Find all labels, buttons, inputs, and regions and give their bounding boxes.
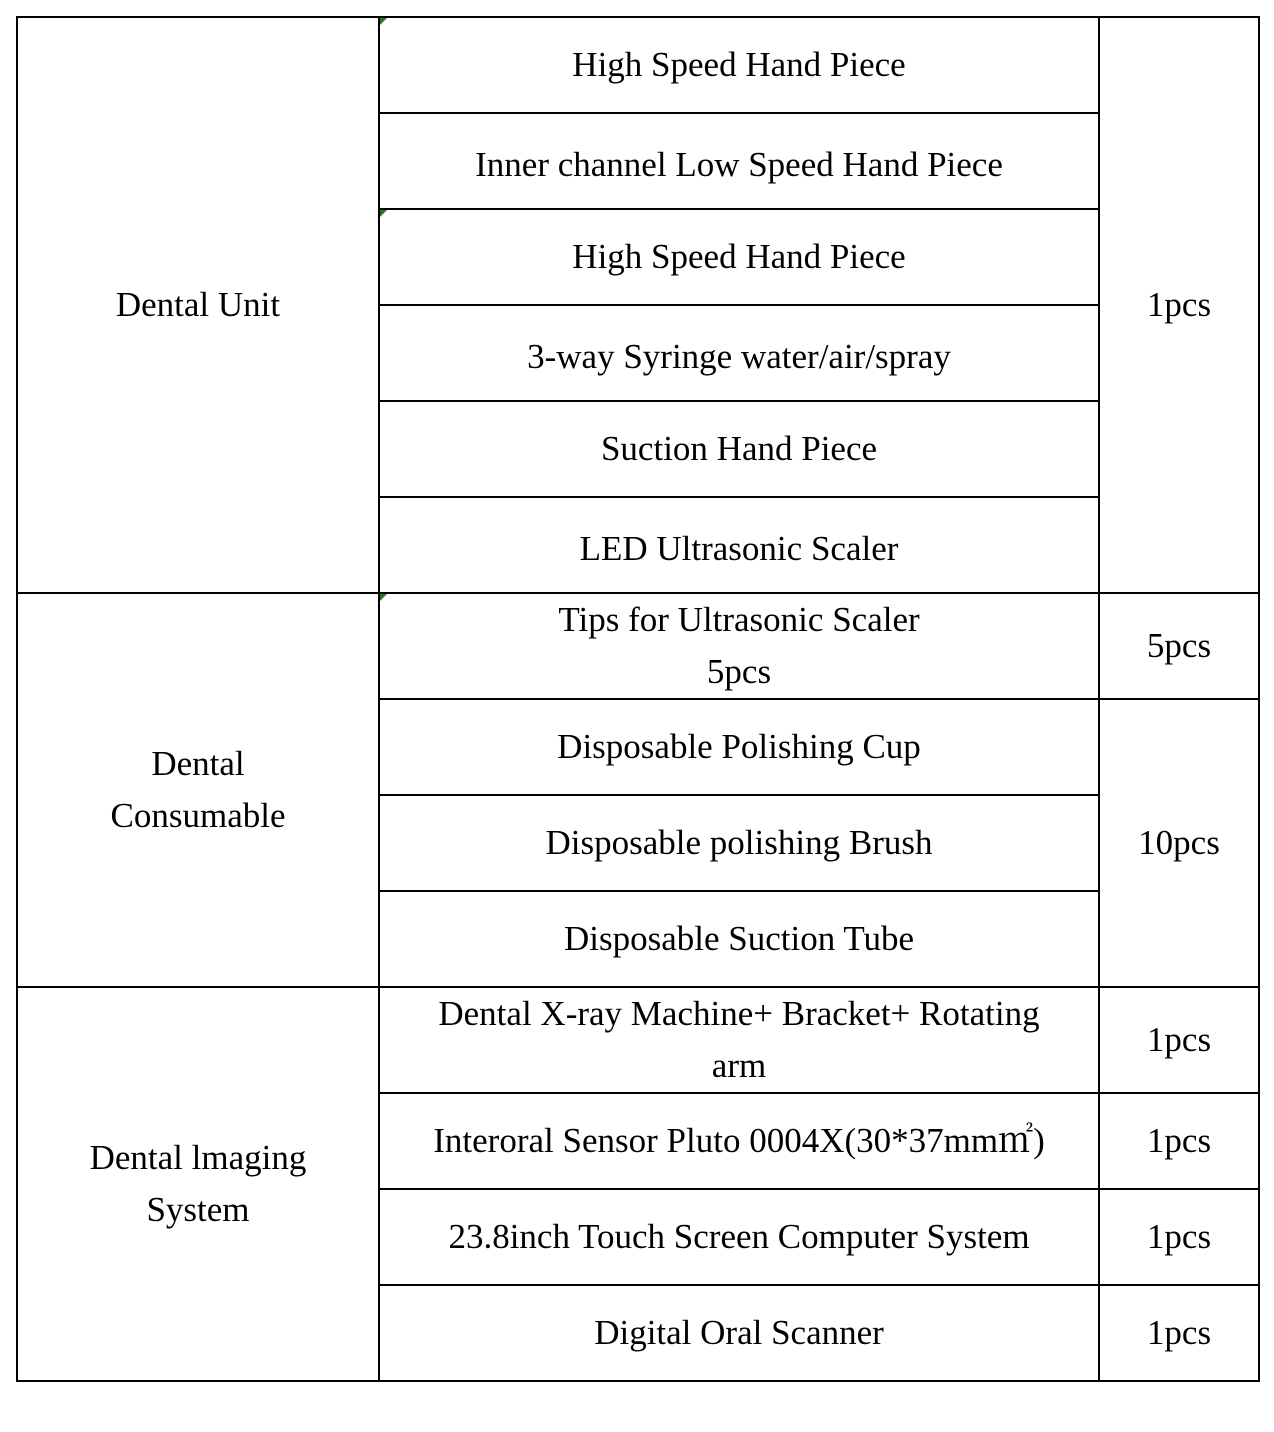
quantity-label: 5pcs	[1146, 626, 1212, 665]
category-label-line: Dental lmaging	[89, 1138, 307, 1177]
quantity-label: 1pcs	[1146, 1217, 1212, 1256]
item-label: Inner channel Low Speed Hand Piece	[475, 145, 1003, 184]
quantity-cell	[1099, 593, 1259, 699]
quantity-cell	[1099, 699, 1259, 987]
item-label: Disposable Polishing Cup	[557, 727, 921, 766]
item-label-line: 5pcs	[706, 652, 772, 691]
equipment-table	[16, 16, 1260, 1382]
item-label: High Speed Hand Piece	[572, 237, 906, 276]
category-cell	[17, 987, 379, 1381]
quantity-label: 10pcs	[1138, 823, 1220, 862]
table-row	[17, 593, 1259, 699]
item-cell	[379, 1093, 1099, 1189]
item-cell	[379, 401, 1099, 497]
item-cell	[379, 497, 1099, 593]
item-cell	[379, 305, 1099, 401]
quantity-label: 1pcs	[1146, 1020, 1212, 1059]
quantity-cell	[1099, 1189, 1259, 1285]
item-cell	[379, 209, 1099, 305]
category-label-line: Consumable	[110, 796, 286, 835]
item-cell	[379, 891, 1099, 987]
table-row	[17, 987, 1259, 1093]
item-cell	[379, 1285, 1099, 1381]
item-label-line: Tips for Ultrasonic Scaler	[558, 600, 920, 639]
item-cell	[379, 987, 1099, 1093]
item-label: Suction Hand Piece	[600, 429, 878, 468]
item-label: LED Ultrasonic Scaler	[579, 529, 899, 568]
item-label-line: arm	[711, 1046, 767, 1085]
quantity-cell	[1099, 1285, 1259, 1381]
quantity-label: 1pcs	[1146, 285, 1212, 324]
quantity-cell	[1099, 17, 1259, 593]
quantity-cell	[1099, 1093, 1259, 1189]
category-label: Dental Unit	[115, 285, 281, 324]
item-cell	[379, 795, 1099, 891]
category-cell	[17, 17, 379, 593]
item-label: 3-way Syringe water/air/spray	[527, 337, 951, 376]
item-label: Disposable Suction Tube	[563, 919, 915, 958]
item-label: Disposable polishing Brush	[545, 823, 933, 862]
item-label: Digital Oral Scanner	[594, 1313, 884, 1352]
item-cell	[379, 699, 1099, 795]
category-cell	[17, 593, 379, 987]
category-label-line: Dental	[151, 744, 245, 783]
item-label-line: Dental X-ray Machine+ Bracket+ Rotating	[438, 994, 1040, 1033]
item-cell	[379, 1189, 1099, 1285]
quantity-label: 1pcs	[1146, 1121, 1212, 1160]
table-row	[17, 17, 1259, 113]
quantity-cell	[1099, 987, 1259, 1093]
quantity-label: 1pcs	[1146, 1313, 1212, 1352]
item-cell	[379, 113, 1099, 209]
item-label: High Speed Hand Piece	[572, 45, 906, 84]
item-label: 23.8inch Touch Screen Computer System	[448, 1217, 1030, 1256]
category-label-line: System	[146, 1190, 250, 1229]
item-cell	[379, 593, 1099, 699]
item-label: Interoral Sensor Pluto 0004X(30*37mm㎡)	[433, 1121, 1045, 1160]
item-cell	[379, 17, 1099, 113]
